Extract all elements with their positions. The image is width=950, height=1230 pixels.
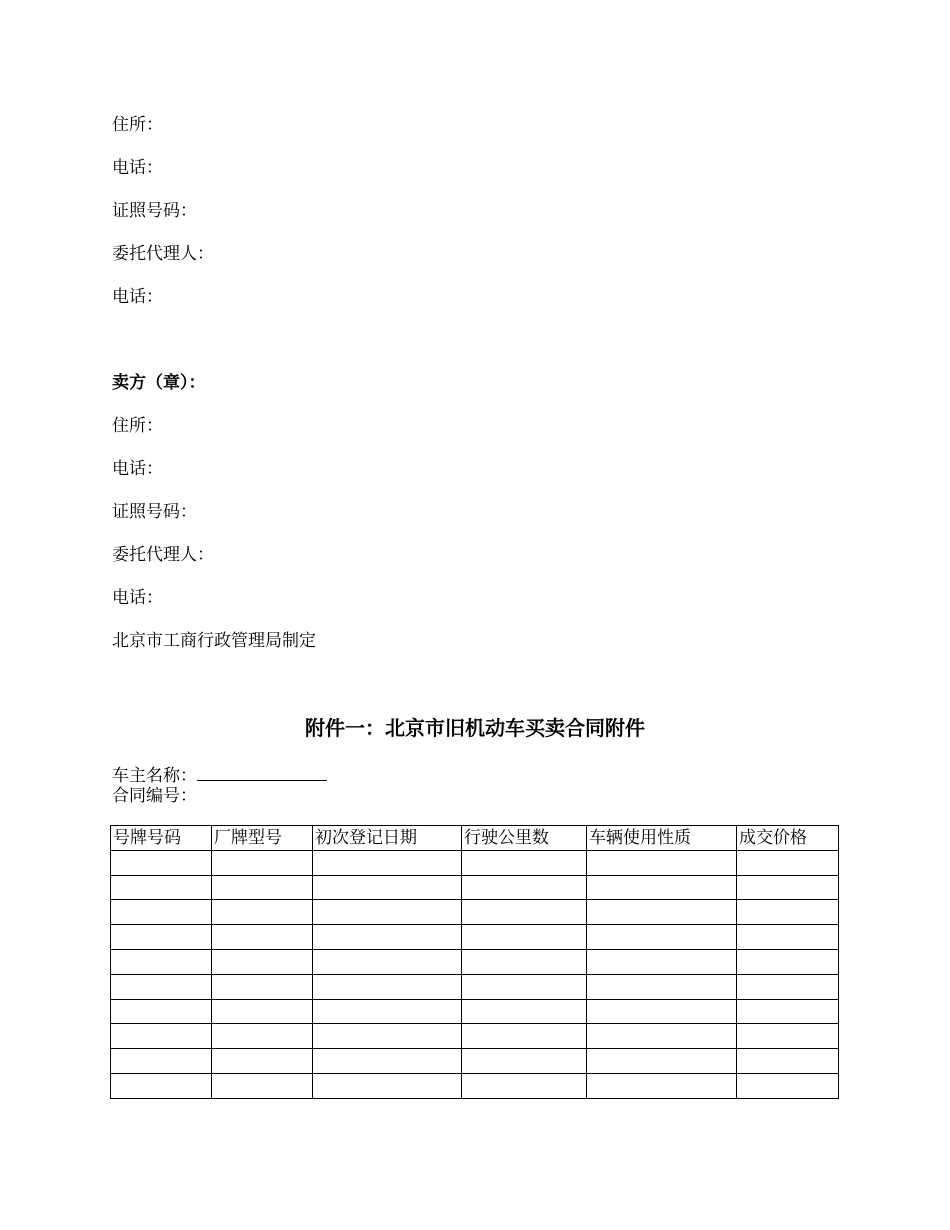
table-row bbox=[111, 925, 839, 950]
buyer-agent-line: 委托代理人： bbox=[112, 244, 214, 264]
table-row bbox=[111, 1049, 839, 1074]
table-cell bbox=[111, 925, 212, 950]
table-cell bbox=[462, 850, 587, 875]
seller-heading: 卖方（章）： bbox=[112, 373, 206, 393]
table-cell bbox=[111, 875, 212, 900]
table-cell bbox=[111, 900, 212, 925]
table-cell bbox=[111, 999, 212, 1024]
table-cell bbox=[111, 1073, 212, 1098]
table-cell bbox=[587, 875, 737, 900]
table-row bbox=[111, 1024, 839, 1049]
vehicle-table bbox=[110, 825, 839, 1099]
table-cell bbox=[737, 1024, 839, 1049]
table-cell bbox=[587, 949, 737, 974]
buyer-id-number-line: 证照号码： bbox=[112, 201, 197, 221]
header-brand-model: 厂牌型号 bbox=[212, 826, 313, 851]
table-row bbox=[111, 875, 839, 900]
table-cell bbox=[111, 850, 212, 875]
table-row bbox=[111, 949, 839, 974]
table-cell bbox=[587, 999, 737, 1024]
table-cell bbox=[462, 949, 587, 974]
table-cell bbox=[111, 974, 212, 999]
table-header-row bbox=[111, 826, 839, 851]
table-cell bbox=[212, 974, 313, 999]
header-usage-type: 车辆使用性质 bbox=[587, 826, 737, 851]
table-cell bbox=[212, 1049, 313, 1074]
attachment-title: 附件一：北京市旧机动车买卖合同附件 bbox=[305, 716, 645, 740]
table-cell bbox=[462, 875, 587, 900]
seller-phone-line: 电话： bbox=[112, 459, 163, 479]
table-cell bbox=[212, 1024, 313, 1049]
table-cell bbox=[737, 974, 839, 999]
table-cell bbox=[313, 999, 462, 1024]
table-cell bbox=[737, 900, 839, 925]
seller-agent-phone-line: 电话： bbox=[112, 588, 163, 608]
buyer-phone-line: 电话： bbox=[112, 158, 163, 178]
table-cell bbox=[462, 1024, 587, 1049]
table-cell bbox=[313, 1049, 462, 1074]
buyer-agent-phone-line: 电话： bbox=[112, 287, 163, 307]
table-cell bbox=[111, 949, 212, 974]
table-row bbox=[111, 1073, 839, 1098]
table-row bbox=[111, 850, 839, 875]
table-cell bbox=[212, 1073, 313, 1098]
table-cell bbox=[587, 900, 737, 925]
table-cell bbox=[313, 974, 462, 999]
table-cell bbox=[462, 999, 587, 1024]
table-cell bbox=[462, 900, 587, 925]
table-cell bbox=[212, 900, 313, 925]
table-cell bbox=[587, 925, 737, 950]
table-cell bbox=[737, 925, 839, 950]
buyer-address-line: 住所： bbox=[112, 115, 163, 135]
table-cell bbox=[212, 875, 313, 900]
owner-name-blank bbox=[197, 764, 327, 781]
table-cell bbox=[212, 850, 313, 875]
table-cell bbox=[212, 999, 313, 1024]
table-cell bbox=[587, 850, 737, 875]
table-row bbox=[111, 900, 839, 925]
table-row bbox=[111, 974, 839, 999]
table-cell bbox=[737, 1049, 839, 1074]
table-cell bbox=[737, 875, 839, 900]
table-cell bbox=[462, 974, 587, 999]
table-cell bbox=[313, 1024, 462, 1049]
table-cell bbox=[212, 949, 313, 974]
table-cell bbox=[313, 900, 462, 925]
table-cell bbox=[737, 1073, 839, 1098]
header-mileage: 行驶公里数 bbox=[462, 826, 587, 851]
table-row bbox=[111, 999, 839, 1024]
table-cell bbox=[737, 949, 839, 974]
seller-agent-line: 委托代理人： bbox=[112, 545, 214, 565]
seller-id-number-line: 证照号码： bbox=[112, 502, 197, 522]
header-price: 成交价格 bbox=[737, 826, 839, 851]
table-cell bbox=[462, 1073, 587, 1098]
table-cell bbox=[313, 949, 462, 974]
table-cell bbox=[313, 875, 462, 900]
table-cell bbox=[462, 925, 587, 950]
table-cell bbox=[313, 850, 462, 875]
table-cell bbox=[313, 925, 462, 950]
contract-number-line: 合同编号： bbox=[112, 786, 197, 806]
table-cell bbox=[111, 1024, 212, 1049]
owner-name-line bbox=[112, 764, 327, 786]
table-cell bbox=[587, 974, 737, 999]
owner-name-label: 车主名称： bbox=[112, 766, 197, 786]
table-cell bbox=[587, 1073, 737, 1098]
table-cell bbox=[111, 1049, 212, 1074]
table-cell bbox=[587, 1049, 737, 1074]
header-first-registration-date: 初次登记日期 bbox=[313, 826, 462, 851]
issuer-line: 北京市工商行政管理局制定 bbox=[112, 631, 316, 651]
header-plate-number: 号牌号码 bbox=[111, 826, 212, 851]
table-cell bbox=[462, 1049, 587, 1074]
table-cell bbox=[212, 925, 313, 950]
table-cell bbox=[587, 1024, 737, 1049]
table-cell bbox=[313, 1073, 462, 1098]
seller-address-line: 住所： bbox=[112, 416, 163, 436]
table-cell bbox=[737, 999, 839, 1024]
table-cell bbox=[737, 850, 839, 875]
